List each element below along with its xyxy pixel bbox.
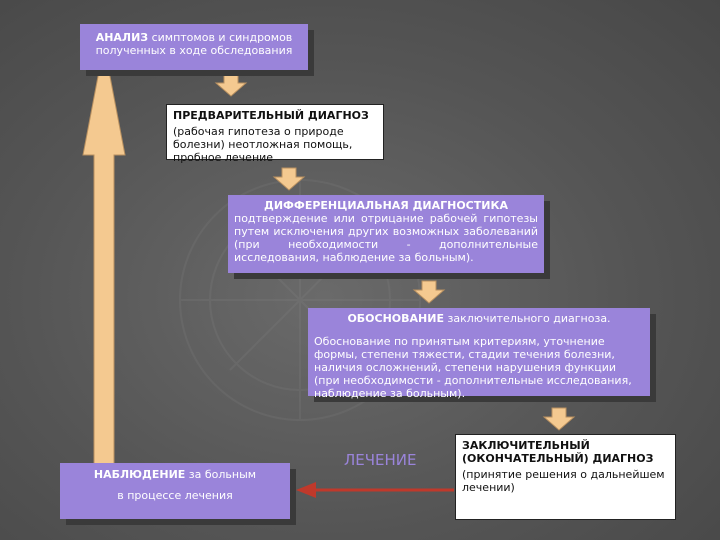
preliminary-diagnosis-text: (рабочая гипотеза о природе болезни) неотложная помощь, пробное лечение xyxy=(173,125,353,164)
tall-up-arrow-icon xyxy=(83,45,125,518)
analysis-line1-text: симптомов и синдромов xyxy=(148,31,293,44)
final-diagnosis-title-1: ЗАКЛЮЧИТЕЛЬНЫЙ xyxy=(462,439,590,452)
observation-line1-text: за больным xyxy=(185,468,257,481)
differential-diagnosis-box xyxy=(228,195,544,273)
differential-diagnosis-title: ДИФФЕРЕНЦИАЛЬНАЯ ДИАГНОСТИКА xyxy=(264,199,508,212)
justification-text: Обоснование по принятым критериям, уточнение формы, степени тяжести, стадии течения болезни, наличия осложнений, степени нарушения функции (при необходимости - дополнительные исследования, наблюдение за больным). xyxy=(314,335,632,400)
preliminary-diagnosis-box xyxy=(166,104,384,164)
final-diagnosis-text: (принятие решения о дальнейшем лечении) xyxy=(462,468,665,494)
analysis-box xyxy=(80,24,308,70)
justification-title xyxy=(314,312,644,325)
justification-title-text: заключительного диагноза. xyxy=(443,312,611,325)
observation-line2: в процессе лечения xyxy=(117,489,233,502)
final-diagnosis-title-2: (ОКОНЧАТЕЛЬНЫЙ) ДИАГНОЗ xyxy=(462,452,654,465)
analysis-keyword: АНАЛИЗ xyxy=(95,31,149,44)
down-arrow-icon xyxy=(414,281,444,303)
down-arrow-icon xyxy=(544,408,574,430)
down-arrow-icon xyxy=(216,74,246,96)
final-diagnosis-box xyxy=(455,434,676,520)
justification-keyword: ОБОСНОВАНИЕ xyxy=(347,312,444,325)
observation-line1 xyxy=(64,468,286,481)
preliminary-diagnosis-title: ПРЕДВАРИТЕЛЬНЫЙ ДИАГНОЗ xyxy=(173,109,369,122)
analysis-line1 xyxy=(86,31,302,44)
justification-box xyxy=(308,308,650,400)
differential-diagnosis-text: подтверждение или отрицание рабочей гипотезы путем исключения других возможных заболеваний (при необходимости - дополнительные исследования, наблюдение за больным). xyxy=(234,212,538,264)
down-arrow-icon xyxy=(274,168,304,190)
red-left-arrow-icon xyxy=(296,482,454,498)
observation-box xyxy=(60,463,290,519)
observation-keyword: НАБЛЮДЕНИЕ xyxy=(93,468,186,481)
treatment-label: ЛЕЧЕНИЕ xyxy=(344,451,417,469)
analysis-line2: полученных в ходе обследования xyxy=(95,44,293,57)
